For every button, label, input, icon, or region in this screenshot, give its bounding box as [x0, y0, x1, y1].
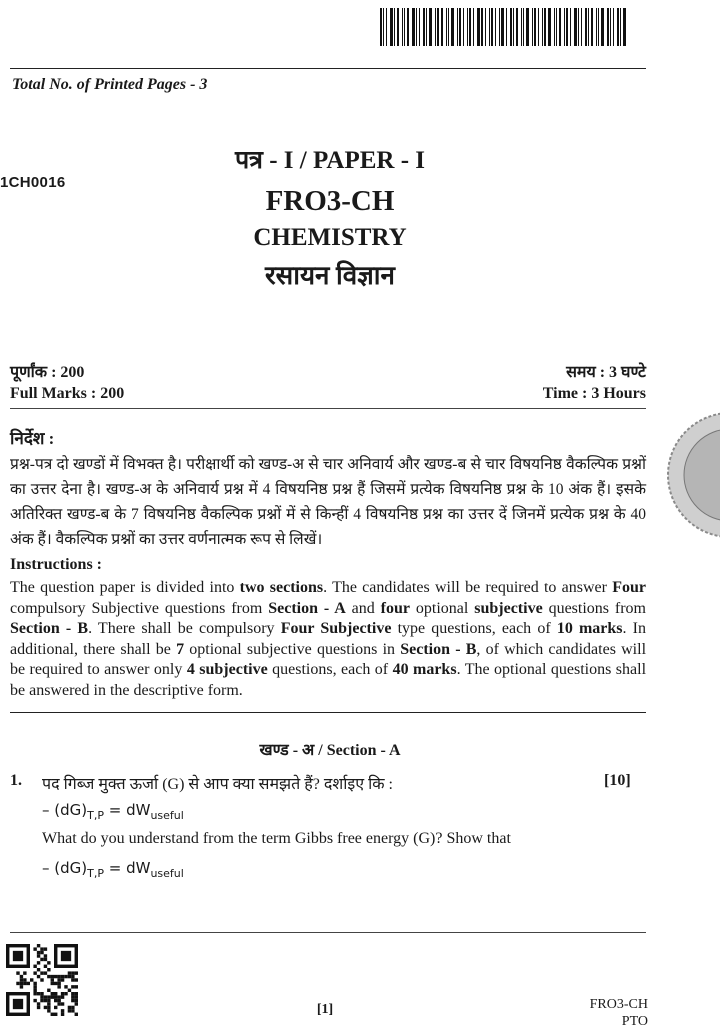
footer-pto: PTO — [621, 1014, 648, 1029]
subject-title-en: CHEMISTRY — [253, 224, 407, 251]
marks-row-en — [10, 385, 646, 403]
directions-text: प्रश्न-पत्र दो खण्डों में विभक्त है। परीक्षार्थी को खण्ड-अ से चार अनिवार्य और खण्ड-ब से चार विषयनिष्ठ वैकल्पिक प्रश्नों का उत्तर देना है। खण्ड-अ के अनिवार्य प्रश्न में 4 विषयनिष्ठ प्रश्न हैं जिसमें प्रत्येक विषयनिष्ठ प्रश्न के 10 अंक हैं। इसके अतिरिक्त खण्ड-ब के 7 विषयनिष्ठ वैकल्पिक प्रश्नों में से किन्हीं 4 विषयनिष्ठ प्रश्न का उत्तर दें जिनमें प्रत्येक प्रश्न के 40 अंक हैं। वैकल्पिक प्रश्नों का उत्तर वर्णनात्मक रूप से लिखें। — [10, 456, 646, 548]
instructions-text: The question paper is divided into two sections. The candidates will be required to answer Four compulsory Subjective questions from Section - A and four optional subjective questions from Section - B. There shall be compulsory Four Subjective type questions, each of 10 marks. In additional, there shall be 7 optional subjective questions in Section - B, of which candidates will be required to answer only 4 subjective questions, each of 40 marks. The optional questions shall be answered in the descriptive form. — [10, 579, 647, 699]
marks-row-hi — [10, 360, 646, 382]
footer-rule — [10, 932, 646, 933]
footer-paper-code: FRO3-CH — [589, 997, 648, 1012]
subject-code: FRO3-CH — [265, 185, 395, 217]
footer-code — [572, 996, 648, 1030]
time-en: Time : 3 Hours — [542, 385, 646, 402]
question-text-en: What do you understand from the term Gibbs free energy (G)? Show that — [42, 830, 511, 847]
equation-1: – $(dG)_{T,P} = dW_{useful}$ — [42, 801, 184, 822]
paper-code: 1CH0016 — [0, 174, 66, 191]
time-hi: समय : 3 घण्टे — [566, 364, 646, 381]
printed-pages: Total No. of Printed Pages - 3 — [12, 76, 208, 93]
directions-heading: निर्देश : — [10, 429, 55, 448]
question-marks: [10] — [604, 772, 631, 789]
seal-stamp — [660, 405, 720, 545]
question-text-hi: पद गिब्ज मुक्त ऊर्जा (G) से आप क्या समझते हैं? दर्शाइए कि : — [42, 776, 393, 793]
instructions-rule — [10, 712, 646, 713]
page-number: [1] — [316, 1002, 334, 1017]
full-marks-en: Full Marks : 200 — [10, 385, 125, 402]
question-number: 1. — [10, 772, 22, 789]
full-marks-hi: पूर्णांक : 200 — [10, 364, 85, 381]
subject-title-hi: रसायन विज्ञान — [265, 261, 395, 290]
marks-rule — [10, 408, 646, 409]
header-rule — [10, 68, 646, 69]
equation-2: – $(dG)_{T,P} = dW_{useful}$ — [42, 859, 184, 880]
instructions-heading: Instructions : — [10, 556, 103, 573]
paper-number: पत्र - I / PAPER - I — [234, 147, 426, 174]
section-a-title: खण्ड - अ / Section - A — [259, 742, 401, 759]
barcode — [380, 8, 632, 46]
